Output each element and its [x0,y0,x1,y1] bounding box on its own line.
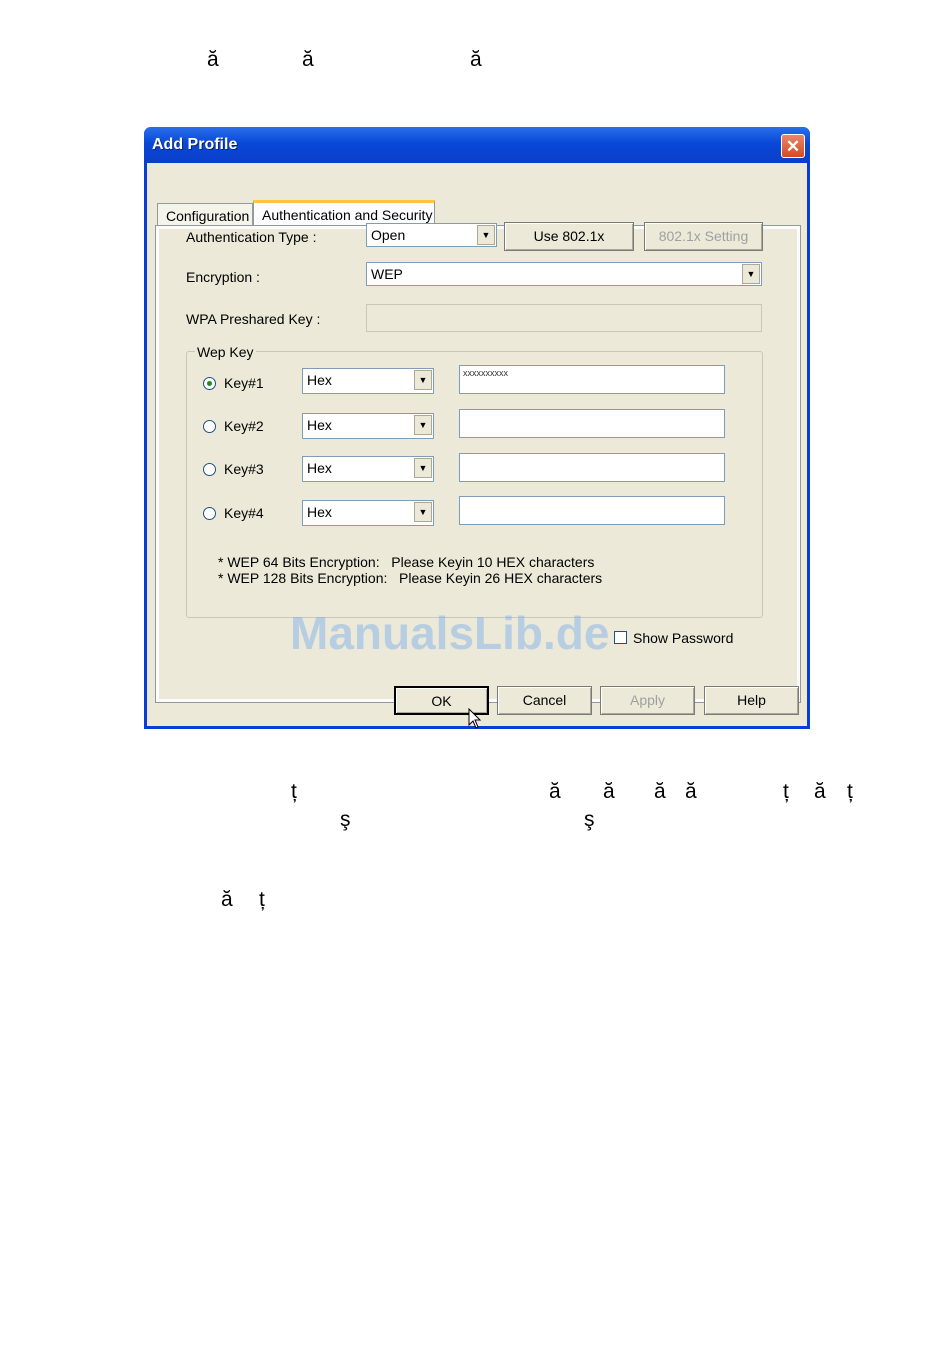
chevron-down-icon[interactable]: ▼ [414,502,432,522]
chevron-down-icon[interactable]: ▼ [477,225,495,245]
wpa-psk-field[interactable] [366,304,762,332]
doc-fragment: ă [685,780,697,803]
key3-format-value: Hex [307,460,332,476]
doc-fragment: ț [783,780,789,803]
show-password-label: Show Password [633,630,734,646]
key3-label: Key#3 [224,461,264,477]
key4-format-value: Hex [307,504,332,520]
key1-format-select[interactable] [302,368,434,394]
doc-fragment: ă [302,48,314,71]
auth-type-value: Open [371,227,406,243]
mouse-pointer-icon [468,708,482,730]
tab-authentication-security[interactable]: Authentication and Security [253,200,435,227]
key2-format-select[interactable] [302,413,434,439]
encryption-label: Encryption : [186,269,260,285]
doc-fragment: ă [549,780,561,803]
watermark: ManualsLib.de [290,607,610,659]
key1-input[interactable] [459,365,725,394]
doc-fragment: ă [603,780,615,803]
apply-button[interactable]: Apply [600,686,695,715]
auth-type-select[interactable] [366,223,497,247]
key2-format-value: Hex [307,417,332,433]
show-password-checkbox[interactable] [614,631,627,644]
chevron-down-icon[interactable]: ▼ [742,264,760,284]
doc-fragment: ț [259,888,265,911]
doc-fragment: ă [654,780,666,803]
dialog-title: Add Profile [152,136,238,153]
key1-label: Key#1 [224,375,264,391]
doc-fragment: ă [814,780,826,803]
key3-format-select[interactable] [302,456,434,482]
encryption-select[interactable] [366,262,762,286]
chevron-down-icon[interactable]: ▼ [414,370,432,390]
cancel-button[interactable]: Cancel [497,686,592,715]
key1-format-value: Hex [307,372,332,388]
key3-input[interactable] [459,453,725,482]
doc-fragment: ț [847,780,853,803]
ok-button[interactable]: OK [394,686,489,715]
title-bar[interactable] [144,127,810,163]
close-icon[interactable]: ✕ [781,134,805,158]
key2-input[interactable] [459,409,725,438]
8021x-setting-button[interactable]: 802.1x Setting [644,222,763,251]
key2-label: Key#2 [224,418,264,434]
chevron-down-icon[interactable]: ▼ [414,415,432,435]
key4-radio[interactable] [203,507,216,520]
use-8021x-button[interactable]: Use 802.1x [504,222,634,251]
doc-fragment: ş [340,808,351,831]
doc-fragment: ş [584,808,595,831]
doc-fragment: ă [207,48,219,71]
doc-fragment: ă [221,888,233,911]
encryption-value: WEP [371,266,403,282]
key3-radio[interactable] [203,463,216,476]
key1-value: xxxxxxxxxx [463,368,508,378]
key4-input[interactable] [459,496,725,525]
wep-key-group-title: Wep Key [197,344,254,360]
wep64-note: * WEP 64 Bits Encryption: Please Keyin 10 HEX characters [218,554,595,570]
wpa-psk-label: WPA Preshared Key : [186,311,321,327]
key4-label: Key#4 [224,505,264,521]
tab-configuration[interactable]: Configuration [157,203,253,227]
help-button[interactable]: Help [704,686,799,715]
key2-radio[interactable] [203,420,216,433]
doc-fragment: ă [470,48,482,71]
key1-radio[interactable] [203,377,216,390]
wep128-note: * WEP 128 Bits Encryption: Please Keyin 26 HEX characters [218,570,603,586]
chevron-down-icon[interactable]: ▼ [414,458,432,478]
key4-format-select[interactable] [302,500,434,526]
doc-fragment: ț [291,780,297,803]
auth-type-label: Authentication Type : [186,229,317,245]
